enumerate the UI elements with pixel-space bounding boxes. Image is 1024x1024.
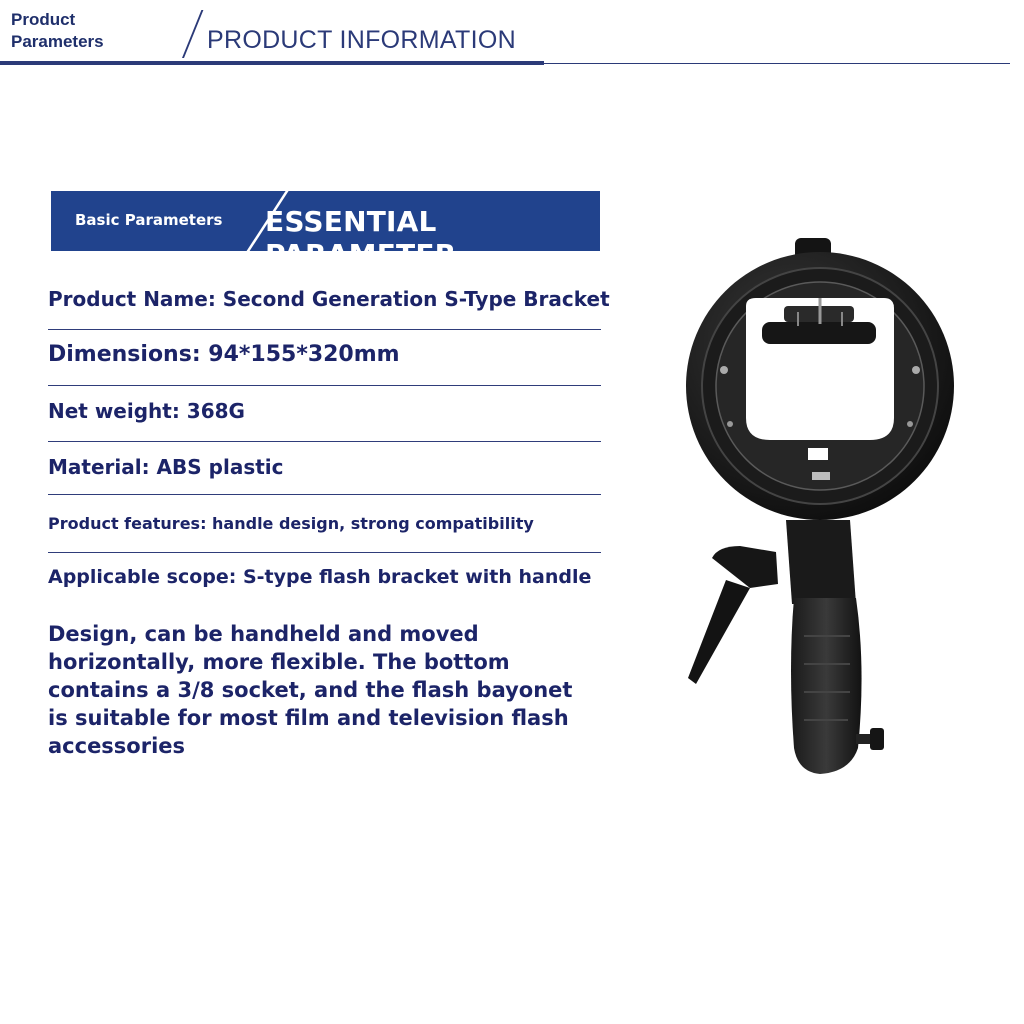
param-material: Material: ABS plastic [48,455,284,479]
header-divider [182,10,203,58]
header-rule-thin [544,63,1010,64]
param-applicable-scope: Applicable scope: S-type flash bracket with handle [48,566,592,588]
product-description: Design, can be handheld and moved horizontally, more flexible. The bottom contains a 3/8 socket, and the flash bayonet is suitable for most film and television flash accessories [48,622,573,758]
param-divider [48,385,601,386]
header-label: Product Parameters [11,10,104,51]
section-banner [51,191,600,271]
param-divider [48,494,601,495]
banner-subtitle: Basic Parameters [75,211,223,229]
param-divider [48,329,601,330]
param-dimensions: Dimensions: 94*155*320mm [48,342,400,367]
header-rule-thick [0,61,544,65]
flash-bracket-image [660,228,980,788]
param-divider [48,441,601,442]
param-net-weight: Net weight: 368G [48,399,245,423]
param-product-name: Product Name: Second Generation S-Type Bracket [48,287,610,311]
header-title: PRODUCT INFORMATION [207,26,516,54]
param-features: Product features: handle design, strong compatibility [48,514,534,533]
param-divider [48,552,601,553]
banner-title: ESSENTIAL PARAMETER [265,205,457,271]
